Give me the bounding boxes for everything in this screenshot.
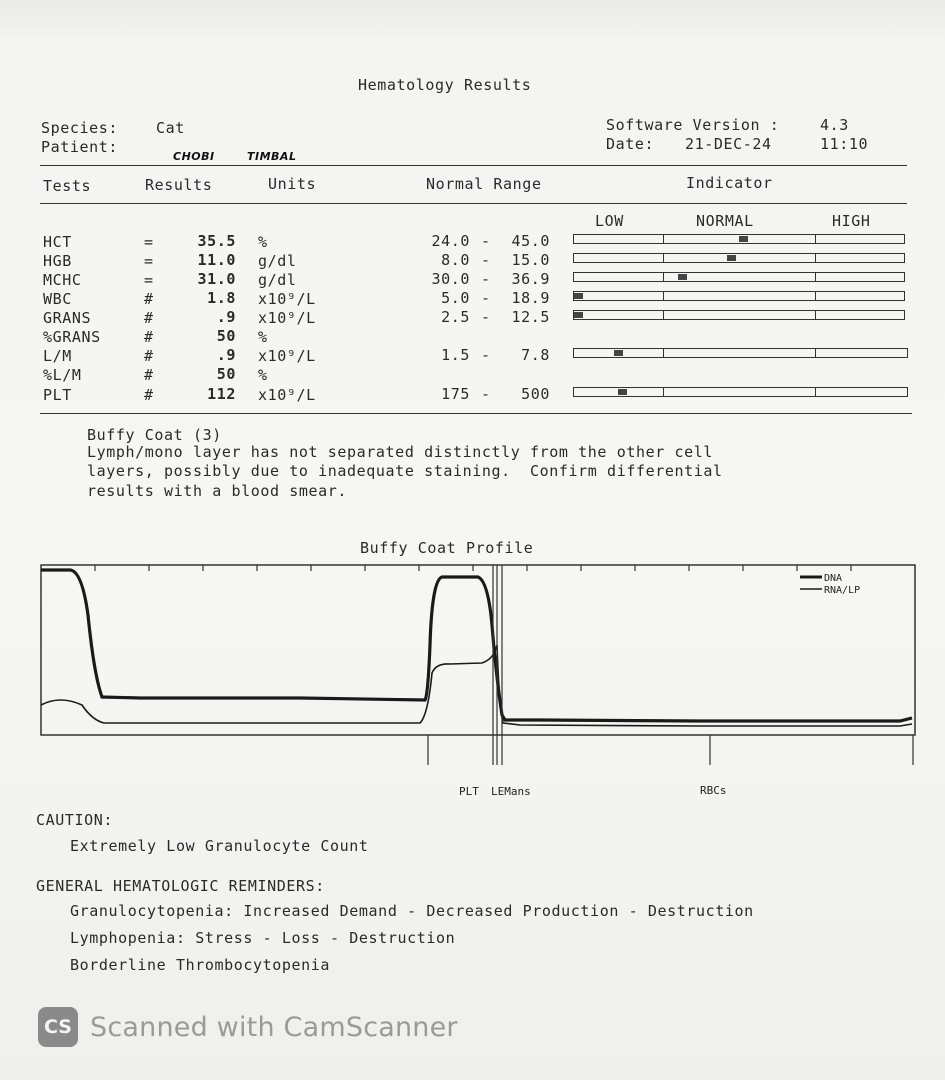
indicator-bar: [573, 310, 905, 320]
range-dash: -: [481, 270, 491, 288]
buffy-note-title: Buffy Coat (3): [87, 426, 222, 444]
result-value: 11.0: [197, 251, 236, 269]
result-unit: g/dl: [258, 252, 297, 270]
indicator-divider: [663, 349, 664, 357]
range-dash: -: [481, 251, 491, 269]
indicator-divider: [815, 311, 816, 319]
range-dash: -: [481, 385, 491, 403]
divider: [40, 165, 907, 166]
indicator-divider: [663, 235, 664, 243]
scale-high: HIGH: [832, 212, 871, 230]
result-flag: #: [144, 347, 154, 365]
indicator-divider: [663, 311, 664, 319]
range-low: 1.5: [441, 346, 470, 364]
result-value: 31.0: [197, 270, 236, 288]
patient-label: Patient:: [41, 138, 119, 156]
result-unit: x10⁹/L: [258, 309, 316, 327]
range-dash: -: [481, 232, 491, 250]
patient-name-last: TIMBAL: [247, 150, 297, 163]
indicator-marker: [574, 312, 583, 318]
indicator-divider: [663, 292, 664, 300]
buffy-coat-profile-graph: [0, 555, 945, 805]
result-flag: #: [144, 328, 154, 346]
camscanner-watermark: [38, 1006, 458, 1048]
indicator-divider: [663, 254, 664, 262]
result-unit: %: [258, 328, 268, 346]
species-label: Species:: [41, 119, 119, 137]
test-name: MCHC: [43, 271, 82, 289]
graph-frame: [41, 565, 915, 735]
result-value: .9: [216, 346, 236, 364]
buffy-note-line: Lymph/mono layer has not separated distinctly from the other cell: [87, 443, 713, 461]
zone-label-lm: LEMans: [491, 785, 531, 798]
indicator-divider: [815, 349, 816, 357]
graph-ticks: [95, 565, 851, 571]
header-indicator: Indicator: [686, 174, 773, 192]
legend-rna-label: RNA/LP: [824, 585, 861, 596]
range-low: 2.5: [441, 308, 470, 326]
indicator-marker: [574, 293, 583, 299]
indicator-divider: [815, 388, 816, 396]
header-units: Units: [268, 175, 317, 193]
range-low: 5.0: [441, 289, 470, 307]
caution-heading: CAUTION:: [36, 811, 114, 829]
test-name: HGB: [43, 252, 72, 270]
header-results: Results: [145, 176, 213, 194]
result-unit: x10⁹/L: [258, 347, 316, 365]
indicator-bar: [573, 272, 905, 282]
result-value: .9: [216, 308, 236, 326]
species-value: Cat: [156, 119, 185, 137]
result-flag: #: [144, 366, 154, 384]
result-value: 35.5: [197, 232, 236, 250]
range-low: 30.0: [431, 270, 470, 288]
indicator-bar: [573, 348, 908, 358]
camscanner-text: Scanned with CamScanner: [90, 1011, 458, 1043]
reminder-item: Borderline Thrombocytopenia: [70, 956, 331, 974]
indicator-marker: [678, 274, 687, 280]
date-value: 21-DEC-24: [685, 135, 772, 153]
test-name: WBC: [43, 290, 72, 308]
buffy-note-line: layers, possibly due to inadequate staining. Confirm differential: [87, 462, 723, 480]
indicator-divider: [663, 273, 664, 281]
camscanner-logo-icon: CS: [38, 1007, 78, 1047]
report-title: Hematology Results: [358, 76, 532, 94]
header-tests: Tests: [43, 177, 92, 195]
range-low: 8.0: [441, 251, 470, 269]
range-high: 7.8: [521, 346, 550, 364]
result-flag: =: [144, 271, 154, 289]
range-high: 15.0: [511, 251, 550, 269]
profile-title: Buffy Coat Profile: [360, 539, 534, 557]
indicator-bar: [573, 291, 905, 301]
test-name: HCT: [43, 233, 72, 251]
date-label: Date:: [606, 135, 655, 153]
result-value: 112: [207, 385, 236, 403]
result-flag: =: [144, 233, 154, 251]
scale-low: LOW: [595, 212, 624, 230]
reminder-item: Lymphopenia: Stress - Loss - Destruction: [70, 929, 456, 947]
scale-normal: NORMAL: [696, 212, 754, 230]
indicator-marker: [618, 389, 627, 395]
dna-trace: [41, 570, 912, 721]
reminder-item: Granulocytopenia: Increased Demand - Decreased Production - Destruction: [70, 902, 754, 920]
zone-label-plt: PLT: [459, 785, 479, 798]
result-value: 50: [216, 365, 236, 383]
header-normal-range: Normal Range: [426, 175, 542, 193]
result-value: 1.8: [207, 289, 236, 307]
result-unit: g/dl: [258, 271, 297, 289]
range-low: 24.0: [431, 232, 470, 250]
reminders-heading: GENERAL HEMATOLOGIC REMINDERS:: [36, 877, 325, 895]
result-unit: %: [258, 366, 268, 384]
time-value: 11:10: [820, 135, 869, 153]
result-flag: #: [144, 386, 154, 404]
zone-label-rbcs: RBCs: [700, 784, 727, 797]
range-low: 175: [441, 385, 470, 403]
range-high: 12.5: [511, 308, 550, 326]
indicator-divider: [815, 254, 816, 262]
range-high: 36.9: [511, 270, 550, 288]
legend-dna-label: DNA: [824, 573, 843, 584]
indicator-divider: [815, 273, 816, 281]
range-high: 18.9: [511, 289, 550, 307]
range-high: 500: [521, 385, 550, 403]
indicator-divider: [815, 292, 816, 300]
indicator-marker: [727, 255, 736, 261]
result-unit: %: [258, 233, 268, 251]
indicator-divider: [815, 235, 816, 243]
range-dash: -: [481, 346, 491, 364]
buffy-note-line: results with a blood smear.: [87, 482, 348, 500]
rna-lp-trace: [41, 645, 912, 726]
patient-name-first: CHOBI: [173, 150, 215, 163]
indicator-divider: [663, 388, 664, 396]
divider: [40, 203, 907, 204]
result-flag: #: [144, 290, 154, 308]
test-name: PLT: [43, 386, 72, 404]
divider: [40, 413, 912, 414]
indicator-bar: [573, 387, 908, 397]
result-flag: #: [144, 309, 154, 327]
result-unit: x10⁹/L: [258, 386, 316, 404]
caution-text: Extremely Low Granulocyte Count: [70, 837, 369, 855]
result-unit: x10⁹/L: [258, 290, 316, 308]
test-name: %GRANS: [43, 328, 101, 346]
software-value: 4.3: [820, 116, 849, 134]
result-value: 50: [216, 327, 236, 345]
result-flag: =: [144, 252, 154, 270]
range-high: 45.0: [511, 232, 550, 250]
test-name: GRANS: [43, 309, 92, 327]
indicator-bar: [573, 253, 905, 263]
software-label: Software Version :: [606, 116, 780, 134]
indicator-marker: [614, 350, 623, 356]
indicator-bar: [573, 234, 905, 244]
test-name: L/M: [43, 347, 72, 365]
indicator-marker: [739, 236, 748, 242]
range-dash: -: [481, 289, 491, 307]
range-dash: -: [481, 308, 491, 326]
test-name: %L/M: [43, 366, 82, 384]
